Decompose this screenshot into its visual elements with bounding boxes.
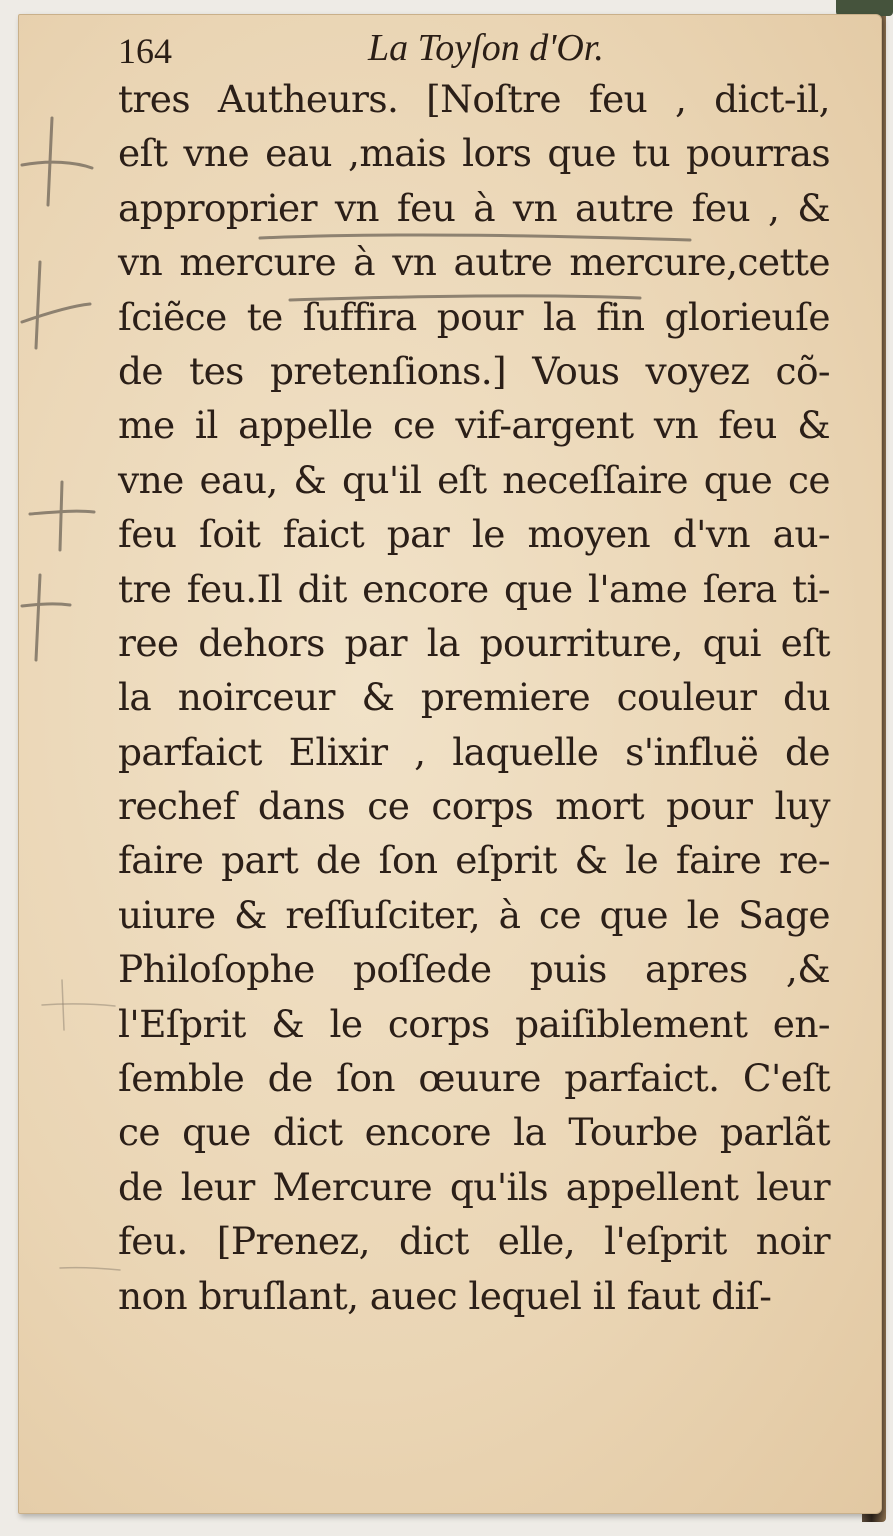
text-line: tres Autheurs. [Noſtre feu , dict-il, [118, 77, 830, 121]
text-line: feu. [Prenez, dict elle, l'eſprit noir [118, 1219, 830, 1264]
text-line: rechef dans ce corps mort pour luy [118, 784, 830, 829]
page-number: 164 [118, 31, 172, 71]
text-line: ce que dict encore la Tourbe parlãt [118, 1110, 830, 1155]
text-line: me il appelle ce vif-argent vn feu & [118, 403, 830, 448]
body-text [118, 72, 830, 1323]
text-line: uiure & reſſuſciter, à ce que le Sage [118, 892, 830, 937]
text-line: eſt vne eau ,mais lors que tu pourras [118, 131, 830, 176]
text-line: tre feu.Il dit encore que l'ame ſera ti- [118, 566, 830, 611]
text-line: Philoſophe poſſede puis apres ,& [118, 947, 830, 992]
text-line: ſemble de ſon œuure parfaict. C'eſt [118, 1056, 830, 1101]
text-line: de tes pretenſions.] Vous voyez cõ- [118, 348, 830, 393]
text-line: vne eau, & qu'il eſt neceſſaire que ce [118, 457, 830, 502]
running-head [118, 26, 838, 76]
text-line: ſciẽce te ſuffira pour la fin glorieuſe [118, 294, 830, 339]
text-line: la noirceur & premiere couleur du [118, 675, 830, 720]
text-line: approprier vn feu à vn autre feu , & [118, 185, 830, 230]
text-line: l'Eſprit & le corps paiſiblement en- [118, 1001, 830, 1046]
text-line: faire part de ſon eſprit & le faire re- [118, 838, 830, 883]
text-line: parfaict Elixir , laquelle s'influë de [118, 729, 830, 774]
text-line: de leur Mercure qu'ils appellent leur [118, 1164, 830, 1209]
text-line: ree dehors par la pourriture, qui eſt [118, 620, 830, 665]
text-line: feu ſoit faict par le moyen d'vn au- [118, 512, 830, 557]
text-line: non bruſlant, auec lequel il faut diſ- [118, 1273, 772, 1318]
running-title: La Toyſon d'Or. [368, 27, 604, 69]
text-line: vn mercure à vn autre mercure,cette [118, 240, 830, 285]
